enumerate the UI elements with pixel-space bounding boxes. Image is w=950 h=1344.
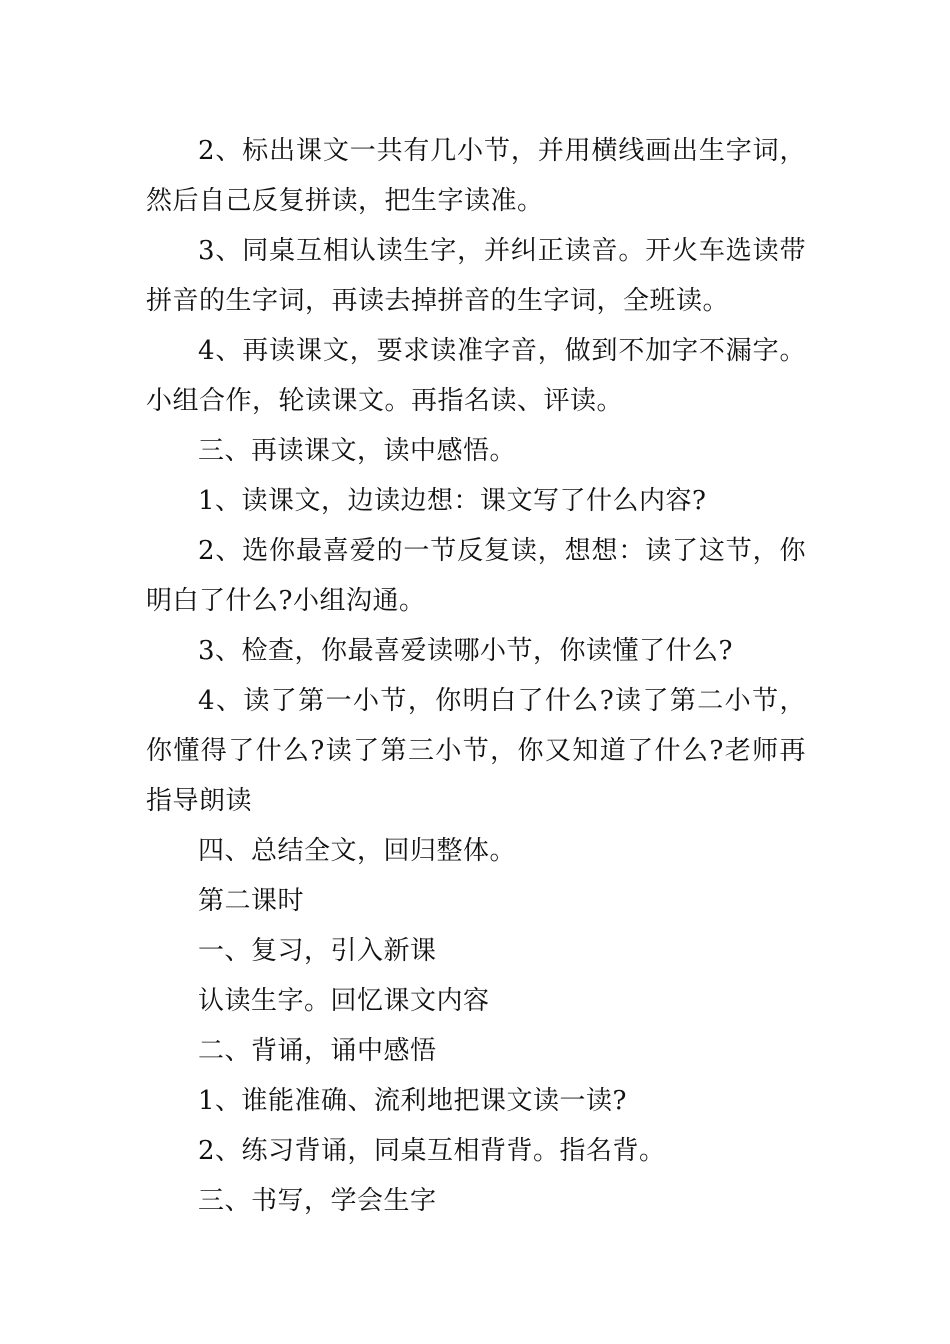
paragraph: 4、读了第一小节，你明白了什么?读了第二小节，你懂得了什么?读了第三小节，你又知道了什么?老师再指导朗读	[146, 686, 806, 816]
paragraph: 2、标出课文一共有几小节，并用横线画出生字词，然后自己反复拼读，把生字读准。	[146, 136, 806, 216]
paragraph: 认读生字。回忆课文内容	[198, 986, 490, 1016]
paragraph: 1、谁能准确、流利地把课文读一读?	[198, 1086, 627, 1116]
paragraph: 4、再读课文，要求读准字音，做到不加字不漏字。小组合作，轮读课文。再指名读、评读。	[146, 336, 806, 416]
section-heading: 一、复习，引入新课	[198, 936, 437, 966]
paragraph: 2、练习背诵，同桌互相背背。指名背。	[198, 1136, 666, 1166]
section-heading: 三、再读课文，读中感悟。	[198, 436, 517, 466]
paragraph: 2、选你最喜爱的一节反复读，想想：读了这节，你明白了什么?小组沟通。	[146, 536, 806, 616]
section-heading: 四、总结全文，回归整体。	[198, 836, 517, 866]
paragraph: 1、读课文，边读边想：课文写了什么内容?	[198, 486, 707, 516]
paragraph: 3、同桌互相认读生字，并纠正读音。开火车选读带拼音的生字词，再读去掉拼音的生字词，全班读。	[146, 236, 806, 316]
section-heading: 二、背诵，诵中感悟	[198, 1036, 437, 1066]
paragraph: 3、检查，你最喜爱读哪小节，你读懂了什么?	[198, 636, 733, 666]
document-body	[146, 126, 806, 1226]
section-heading: 三、书写，学会生字	[198, 1186, 437, 1216]
lesson-heading: 第二课时	[198, 886, 305, 916]
